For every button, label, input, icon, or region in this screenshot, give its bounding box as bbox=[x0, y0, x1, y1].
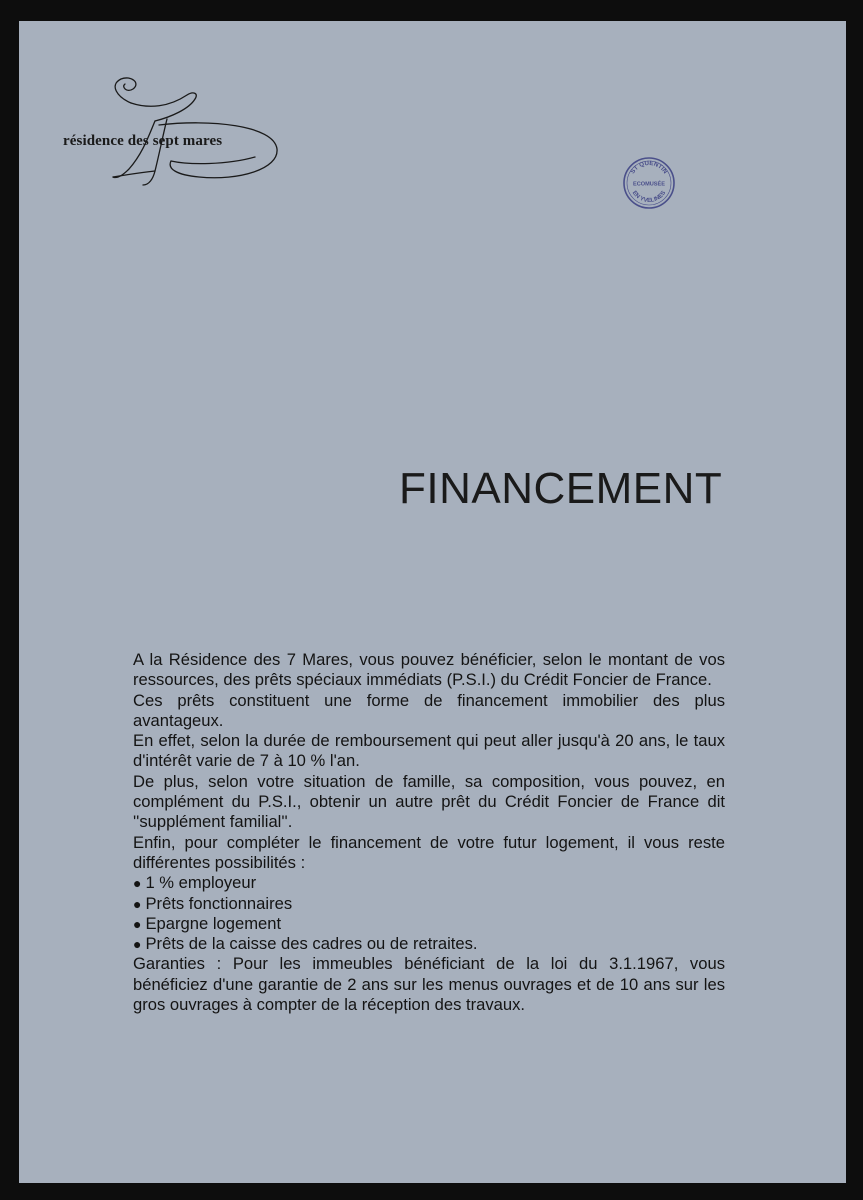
svg-text:EN YVELINES: EN YVELINES bbox=[630, 190, 668, 205]
paragraph-advantages: Ces prêts constituent une forme de financement immobilier des plus avantageux. bbox=[133, 690, 725, 730]
document-page bbox=[19, 21, 846, 1183]
archive-stamp bbox=[622, 156, 676, 210]
stamp-seal-icon bbox=[622, 156, 676, 210]
bullet-dot-icon: ● bbox=[133, 875, 142, 892]
list-item: ● 1 % employeur bbox=[133, 873, 257, 893]
paragraph-psi: A la Résidence des 7 Mares, vous pouvez bénéficier, selon le montant de vos ressources, des prêts spéciaux immédiats (P.S.I.) du Crédit Foncier de France. bbox=[133, 650, 725, 690]
paragraph-other-options: Enfin, pour compléter le financement de votre futur logement, il vous reste différentes possibilités : bbox=[133, 832, 725, 872]
bullet-dot-icon: ● bbox=[133, 936, 142, 953]
residence-logo bbox=[59, 73, 289, 193]
financing-text bbox=[133, 650, 725, 1015]
logo-text: résidence des sept mares bbox=[63, 133, 223, 149]
svg-text:ST QUENTIN: ST QUENTIN bbox=[629, 159, 669, 176]
paragraph-rate: En effet, selon la durée de remboursement qui peut aller jusqu'à 20 ans, le taux d'intérêt varie de 7 à 10 % l'an. bbox=[133, 731, 725, 771]
svg-text:ECOMUSÉE: ECOMUSÉE bbox=[632, 181, 666, 188]
bullet-dot-icon: ● bbox=[133, 895, 142, 912]
bullet-dot-icon: ● bbox=[133, 915, 142, 932]
paragraph-family-supplement: De plus, selon votre situation de famille, sa composition, vous pouvez, en complément du P.S.I., obtenir un autre prêt du Crédit Foncier de France dit ''supplément familial''. bbox=[133, 771, 725, 832]
options-list bbox=[133, 873, 725, 954]
paragraph-guarantees: Garanties : Pour les immeubles bénéficiant de la loi du 3.1.1967, vous bénéficiez d'une garantie de 2 ans sur les menus ouvrages et de 10 ans sur les gros ouvrages à compter de la réception des travaux. bbox=[133, 954, 725, 1015]
list-item: ● Epargne logement bbox=[133, 913, 282, 933]
list-item: ● Prêts fonctionnaires bbox=[133, 893, 293, 913]
list-item: ● Prêts de la caisse des cadres ou de retraites. bbox=[133, 934, 478, 954]
page-title: FINANCEMENT bbox=[399, 464, 723, 513]
